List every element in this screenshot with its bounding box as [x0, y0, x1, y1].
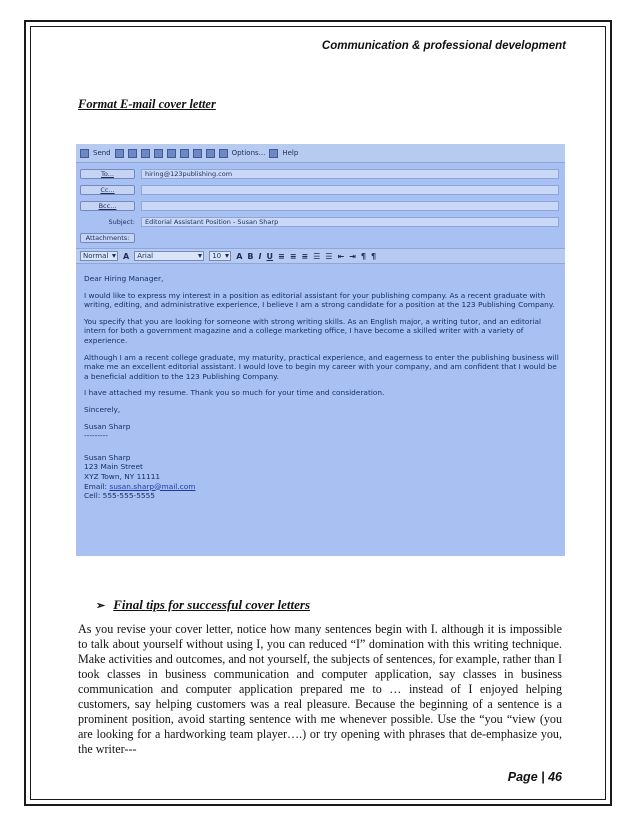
signature-email-line: [84, 482, 562, 492]
signature-address-2: XYZ Town, NY 11111: [84, 471, 161, 481]
bullets-icon[interactable]: ☰: [325, 251, 333, 261]
copy-icon[interactable]: [154, 149, 163, 158]
email-paragraph-1: I would like to express my interest in a position as editorial assistant for your publishing company. As a recent graduate with writing, editing, and administrative experience, I believe I am a strong candidate for a position at the 123 Publishing Company.: [84, 290, 555, 310]
signature-name: Susan Sharp: [84, 452, 131, 462]
email-screenshot: [76, 144, 565, 556]
cc-field[interactable]: [141, 185, 559, 195]
subject-field[interactable]: Editorial Assistant Position - Susan Sharp: [141, 217, 559, 227]
paste-icon[interactable]: [167, 149, 176, 158]
format-toolbar: [76, 248, 565, 264]
rtl-icon[interactable]: ¶: [370, 251, 377, 261]
decrease-indent-icon[interactable]: ⇤: [337, 251, 345, 261]
font-select[interactable]: Arial: [134, 251, 204, 261]
email-toolbar: [76, 144, 565, 163]
section-title: Format E-mail cover letter: [78, 97, 216, 111]
bold-icon[interactable]: B: [247, 251, 254, 261]
attachments-row: [80, 232, 141, 244]
font-color-icon[interactable]: A: [123, 251, 130, 261]
email-paragraph-2: You specify that you are looking for someone with strong writing skills. As an English major, a writing tutor, and an editorial intern for both a government magazine and a college marketing office, I have become a skilled writer with a variety of experience.: [84, 316, 542, 345]
signature-email-link[interactable]: susan.sharp@mail.com: [109, 481, 196, 491]
to-row: [80, 168, 559, 180]
attach-icon[interactable]: [180, 149, 189, 158]
to-button[interactable]: To...: [80, 169, 135, 179]
print-icon[interactable]: [128, 149, 137, 158]
increase-indent-icon[interactable]: ⇥: [349, 251, 356, 261]
ltr-icon[interactable]: ¶: [360, 251, 366, 261]
help-icon[interactable]: [269, 149, 278, 158]
text-color-icon[interactable]: A: [236, 251, 243, 261]
send-button[interactable]: Send: [93, 149, 111, 157]
align-left-icon[interactable]: ≡: [278, 251, 285, 261]
align-center-icon[interactable]: ≡: [289, 251, 297, 261]
numbering-icon[interactable]: ☰: [313, 251, 321, 261]
bcc-button[interactable]: Bcc...: [80, 201, 135, 211]
importance-high-icon[interactable]: [193, 149, 202, 158]
align-right-icon[interactable]: ≡: [301, 251, 309, 261]
email-paragraph-4: I have attached my resume. Thank you so much for your time and consideration.: [84, 388, 385, 398]
subject-row: [80, 216, 559, 228]
email-body[interactable]: [84, 274, 562, 501]
underline-icon[interactable]: U: [266, 251, 273, 261]
size-select[interactable]: 10: [209, 251, 231, 261]
tips-heading: Final tips for successful cover letters: [113, 597, 311, 612]
arrow-bullet-icon: ➢: [96, 599, 106, 612]
subject-label: Subject:: [108, 218, 135, 226]
italic-icon[interactable]: I: [258, 251, 262, 261]
save-icon[interactable]: [115, 149, 124, 158]
email-greeting: Dear Hiring Manager,: [84, 274, 164, 283]
cc-row: [80, 184, 559, 196]
tips-paragraph: As you revise your cover letter, notice how many sentences begin with I. although it is impossible to talk about yourself without using I, you can reduced “I” domination with this writing technique. Make activities and outcomes, and not yourself, the subjects of sentences, for example, rather than I took classes in business communication and computer application, say classes in business communication and computer application prepared me to … instead of I enjoyed helping customers, say helping customers was a real pleasure. Because the beginning of a sentence is a prominent position, avoid starting sentence with me whenever possible. Use the “you “view (you are looking for a hardworking team player….) or try opening with phrases that de-emphasize you, the writer---: [78, 622, 562, 756]
bcc-field[interactable]: [141, 201, 559, 211]
send-icon[interactable]: [80, 149, 89, 158]
email-paragraph-3: Although I am a recent college graduate, my maturity, practical experience, and eagerness to enter the publishing business will make me an excellent editorial assistant. I would love to begin my career with your company, and am confident that I would be a beneficial addition to the 123 Publishing Company.: [84, 352, 559, 381]
importance-low-icon[interactable]: [206, 149, 215, 158]
signature-email-label: Email:: [84, 481, 110, 491]
cc-button[interactable]: Cc...: [80, 185, 135, 195]
style-select[interactable]: Normal: [80, 251, 118, 261]
signature-rule: ---------: [84, 431, 109, 441]
options-icon[interactable]: [219, 149, 228, 158]
email-signature: [84, 422, 562, 501]
tips-heading-row: [96, 597, 310, 613]
attachments-button[interactable]: Attachments:: [80, 233, 135, 243]
options-button[interactable]: Options...: [231, 149, 266, 157]
signature-address-1: 123 Main Street: [84, 462, 143, 472]
cut-icon[interactable]: [141, 149, 150, 158]
page-number: Page | 46: [507, 770, 562, 784]
running-header: Communication & professional development: [321, 40, 566, 52]
email-closing: Sincerely,: [84, 404, 121, 414]
signature-cell: Cell: 555-555-5555: [84, 491, 156, 501]
sender-name: Susan Sharp: [84, 421, 131, 431]
bcc-row: [80, 200, 559, 212]
to-field[interactable]: hiring@123publishing.com: [141, 169, 559, 179]
help-button[interactable]: Help: [282, 149, 299, 157]
